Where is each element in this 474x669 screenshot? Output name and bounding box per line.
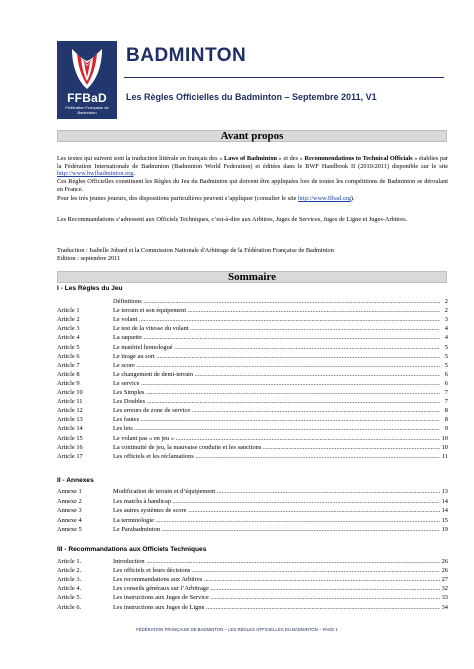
toc-article-number: Article 14 [57, 425, 83, 433]
toc-row[interactable] [57, 443, 448, 452]
toc-page-number: 26 [441, 567, 448, 575]
title-divider [124, 77, 444, 78]
toc-page-number: 27 [441, 576, 448, 584]
toc-entry-title: Les fautes ..... [113, 415, 440, 424]
toc-row[interactable] [57, 306, 448, 315]
toc-article-number: Article 1 [57, 307, 80, 315]
toc-row[interactable] [57, 603, 448, 612]
toc-article-number: Article 15 [57, 434, 83, 442]
young-players-text: Pour les très jeunes joueurs, des dispositions particulières peuvent s’appliquer (consulter le site [57, 195, 298, 202]
toc-article-number: Article 2 [57, 316, 80, 324]
toc-article-number: Annexe 1 [57, 488, 82, 495]
toc-page-number: 34 [441, 603, 448, 611]
toc-page-number: 8 [444, 407, 448, 415]
toc-page-number: 7 [444, 398, 448, 406]
document-subtitle: Les Règles Officielles du Badminton – Septembre 2011, V1 [126, 92, 377, 102]
toc-article-number: Article 6 [57, 352, 80, 360]
toc-entry-title: Le service ..... [113, 379, 440, 388]
toc-article-number: Article 4. [57, 585, 82, 593]
toc-entry-title: Le tirage au sort ..... [113, 352, 440, 361]
part-3-title: III - Recommandations aux Officiels Techniques [57, 546, 207, 553]
avant-propos-heading: Avant propos [57, 130, 447, 142]
logo-name: FFBaD [67, 91, 107, 105]
toc-page-number: 14 [441, 507, 448, 515]
toc-entry-title: Les Doubles ..... [113, 397, 440, 406]
toc-page-number: 6 [444, 379, 448, 387]
toc-article-number: Article 8 [57, 370, 80, 378]
young-players-paragraph [57, 195, 448, 203]
intro-text-1: Les textes qui suivent sont la traduction littérale en français des « [57, 155, 225, 162]
toc-row[interactable] [57, 415, 448, 424]
toc-row[interactable] [57, 343, 448, 352]
toc-article-number: Article 4 [57, 334, 80, 342]
toc-article-number: Annexe 5 [57, 526, 82, 534]
toc-row[interactable] [57, 506, 448, 515]
toc-article-number: Article 9 [57, 379, 80, 387]
toc-article-number: Article 16 [57, 443, 83, 451]
toc-entry-title: Le volant ..... [113, 315, 440, 324]
toc-article-number: Article 5 [57, 343, 80, 351]
logo-subtitle: Fédération Française de Badminton [65, 105, 109, 115]
toc-entry-title: La terminologie ..... [113, 516, 440, 525]
toc-entry-title: Le test de la vitesse du volant ..... [113, 324, 440, 333]
toc-entry-title: Les Simples ..... [113, 388, 440, 397]
toc-article-number: Article 3. [57, 576, 82, 584]
toc-article-number: Article 13 [57, 416, 83, 424]
toc-page-number: 2 [444, 307, 448, 315]
toc-entry-title: Le matériel homologué ..... [113, 343, 440, 352]
toc-article-number: Article 7 [57, 361, 80, 369]
toc-article-number: Article 12 [57, 407, 83, 415]
toc-entry-title: Les officiels et les réclamations ..... [113, 452, 440, 461]
toc-article-number: Article 17 [57, 452, 83, 460]
toc-row[interactable] [57, 406, 448, 415]
page-footer: FÉDÉRATION FRANÇAISE DE BADMINTON – LES RÈGLES OFFICIELLES DU BADMINTON – PAGE 1 [136, 627, 338, 632]
edition-line: Edition : septembre 2011 [57, 255, 121, 262]
toc-entry-title: Le Parabadminton ..... [113, 525, 440, 534]
toc-row[interactable] [57, 566, 448, 575]
translation-credit: Traduction : Isabelle Jobard et la Commission Nationale d'Arbitrage de la Fédération Française de Badminton [57, 247, 334, 254]
toc-article-number: Article 3 [57, 325, 80, 333]
intro-text-3: » établies par la Fédération Internationale de Badminton (Badminton World Federation) et éditées dans le BWF Handbook II (2010/2011) disponible sur le site [57, 155, 448, 170]
toc-row[interactable] [57, 297, 448, 306]
toc-entry-title: Le changement de demi-terrain ..... [113, 370, 440, 379]
toc-page-number: 10 [441, 434, 448, 442]
toc-entry-title: La raquette ..... [113, 333, 440, 342]
toc-row[interactable] [57, 497, 448, 506]
toc-article-number: Article 6. [57, 603, 82, 611]
intro-text-4: . [133, 170, 136, 178]
ffbad-logo [57, 41, 117, 119]
part-2-title: II - Annexes [57, 477, 94, 484]
toc-row[interactable] [57, 333, 448, 342]
toc-article-number: Article 1. [57, 558, 82, 565]
toc-article-number: Annexe 2 [57, 497, 82, 505]
toc-entry-title: Le terrain et son équipement ..... [113, 306, 440, 315]
toc-page-number: 5 [444, 343, 448, 351]
toc-entry-title: Les lets ..... [113, 424, 440, 433]
toc-row[interactable] [57, 388, 448, 397]
toc-row[interactable] [57, 379, 448, 388]
toc-entry-title: Les instructions aux Juges de Service ..... [113, 593, 440, 602]
toc-row[interactable] [57, 575, 448, 584]
intro-paragraph [57, 155, 448, 178]
part-1-title: I - Les Règles du Jeu [57, 285, 123, 292]
toc-page-number: 15 [441, 516, 448, 524]
toc-page-number: 9 [444, 425, 448, 433]
toc-article-number: Article 5. [57, 594, 82, 602]
rules-paragraph: Ces Règles Officielles constituent les Règles du Jeu du Badminton qui doivent être appliquées lors de toutes les compétitions de Badminton se déroulant en France. [57, 178, 448, 193]
toc-page-number: 19 [441, 526, 448, 534]
toc-row[interactable] [57, 516, 448, 525]
toc-entry-title: Les conseils généraux sur l’Arbitrage ..... [113, 584, 440, 593]
toc-page-number: 26 [441, 558, 448, 565]
toc-entry-title: La continuité de jeu, la mauvaise conduite et les sanctions ..... [113, 443, 440, 452]
toc-page-number: 32 [441, 585, 448, 593]
toc-page-number: 11 [441, 452, 448, 460]
shuttlecock-logo-icon [68, 47, 106, 91]
toc-row[interactable] [57, 584, 448, 593]
ffbad-link[interactable]: http://www.ffbad.org [297, 195, 351, 202]
toc-article-number: Annexe 4 [57, 516, 82, 524]
bwf-link[interactable]: http://www.bwfbadminton.org [57, 170, 134, 178]
toc-entry-title: Les matchs à handicap ..... [113, 497, 440, 506]
toc-article-number: Article 11 [57, 398, 83, 406]
toc-entry-title: Les recommandations aux Arbitres ..... [113, 575, 440, 584]
toc-entry-title: Le score ..... [113, 361, 440, 370]
toc-row[interactable] [57, 324, 448, 333]
young-players-text-end: ). [350, 195, 355, 202]
laws-of-badminton-label: Laws of Badminton [224, 155, 277, 162]
toc-entry-title: Les instructions aux Juges de Ligne ..... [113, 603, 440, 612]
toc-row[interactable] [57, 424, 448, 433]
toc-row[interactable] [57, 525, 448, 534]
toc-row[interactable] [57, 315, 448, 324]
toc-row[interactable] [57, 370, 448, 379]
recommendations-label: Recommendations to Technical Officials [304, 155, 413, 162]
toc-row[interactable] [57, 557, 448, 566]
toc-page-number: 5 [444, 352, 448, 360]
toc-page-number: 13 [441, 488, 448, 495]
toc-entry-title: Modification de terrain et d’équipement ..... [113, 487, 440, 496]
toc-page-number: 4 [444, 325, 448, 333]
toc-page-number: 10 [441, 443, 448, 451]
toc-entry-title: Les erreurs de zone de service ..... [113, 406, 440, 415]
toc-page-number: 6 [444, 370, 448, 378]
toc-article-number: Article 2. [57, 567, 82, 575]
toc-row[interactable] [57, 593, 448, 602]
intro-text-2: » et des « [277, 155, 305, 162]
toc-article-number: Annexe 3 [57, 507, 82, 515]
toc-page-number: 2 [444, 298, 448, 305]
toc-page-number: 7 [444, 389, 448, 396]
toc-row[interactable] [57, 397, 448, 406]
toc-row[interactable] [57, 361, 448, 370]
toc-row[interactable] [57, 452, 448, 461]
toc-article-number: Article 10 [57, 389, 83, 396]
toc-row[interactable] [57, 487, 448, 496]
toc-entry-title: Introduction ..... [113, 557, 440, 566]
toc-row[interactable] [57, 434, 448, 443]
toc-page-number: 3 [444, 316, 448, 324]
document-title: BADMINTON [126, 45, 247, 66]
toc-entry-title: Le volant pas « en jeu » ..... [113, 434, 440, 443]
toc-row[interactable] [57, 352, 448, 361]
toc-entry-title: Définitions ..... [113, 297, 440, 306]
toc-page-number: 8 [444, 416, 448, 424]
toc-page-number: 4 [444, 334, 448, 342]
recommendations-paragraph: Les Recommandations s’adressent aux Officiels Techniques, c’est-à-dire aux Arbitres, Juges de Services, Juges de Ligne et Juges-Arbitres. [57, 216, 408, 223]
toc-page-number: 5 [444, 361, 448, 369]
sommaire-heading: Sommaire [57, 271, 447, 283]
toc-page-number: 33 [441, 594, 448, 602]
toc-page-number: 14 [441, 497, 448, 505]
toc-entry-title: Les autres systèmes de score ..... [113, 506, 440, 515]
toc-entry-title: Les officiels et leurs décisions ..... [113, 566, 440, 575]
